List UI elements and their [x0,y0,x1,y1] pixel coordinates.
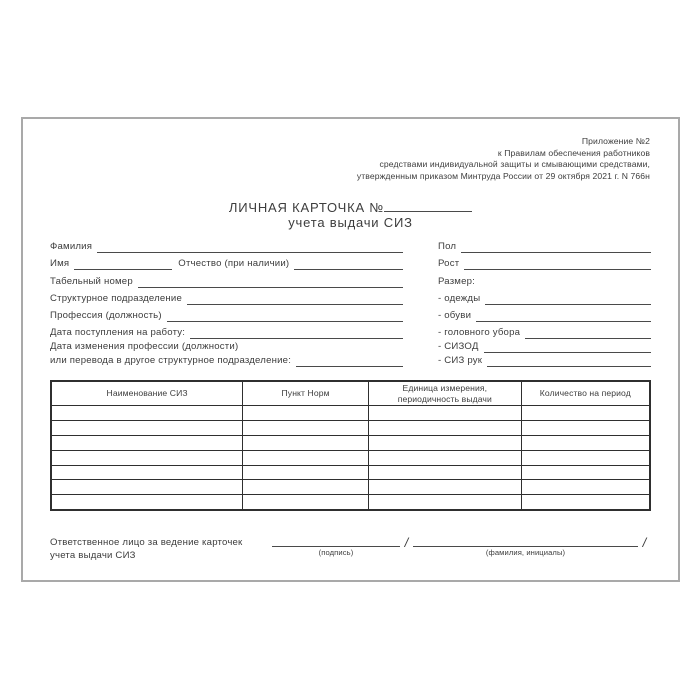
empty-cell [521,406,650,421]
appendix-line: к Правилам обеспечения работников [497,147,650,158]
field-size-headgear [438,322,651,339]
field-label: - головного убора [438,327,521,339]
field-label: Рост [438,258,460,270]
table-empty-row [51,450,650,465]
field-label: Размер: [438,275,476,287]
empty-cell [521,465,650,480]
field-label: - обуви [438,309,472,321]
table-header-row [51,381,650,406]
empty-cell [243,495,369,510]
empty-cell [368,465,521,480]
signature-field [272,536,400,557]
field-change-date-line2 [50,353,403,367]
blank-line [138,287,403,288]
field-label: Отчество (при наличии) [178,258,290,270]
empty-cell [368,450,521,465]
empty-cell [51,435,243,450]
personal-card-page [21,117,680,582]
field-department [50,288,403,305]
blank-line [484,352,651,353]
blank-line [296,366,403,367]
name-caption: (фамилия, инициалы) [485,548,566,557]
col-header-norm-item: Пункт Норм [243,381,369,406]
siz-issue-table [50,380,651,511]
field-label: Фамилия [50,241,93,253]
responsible-person-section [50,536,651,562]
blank-line [97,252,403,253]
empty-cell [51,480,243,495]
field-sex [438,236,651,253]
empty-cell [243,435,369,450]
blank-line [485,304,651,305]
slash-separator: / [642,535,647,550]
responsible-label-line2: учета выдачи СИЗ [50,550,136,561]
field-label: - СИЗ рук [438,354,483,366]
field-size-shoes [438,305,651,322]
blank-line [190,338,403,339]
empty-cell [51,495,243,510]
title-text: ЛИЧНАЯ КАРТОЧКА № [228,200,385,215]
appendix-reference-block [357,136,650,182]
table-empty-row [51,406,650,421]
empty-cell [51,406,243,421]
appendix-line: средствами индивидуальной защиты и смывающими средствами, [379,159,650,170]
field-label: Профессия (должность) [50,309,162,321]
document-title [23,200,678,230]
empty-cell [243,420,369,435]
field-label: - СИЗОД [438,340,479,352]
field-change-date-line1 [50,339,403,353]
fields-right-column [438,236,651,367]
signature-area [272,536,651,562]
empty-cell [521,450,650,465]
blank-line [74,269,172,270]
field-label: Дата поступления на работу: [50,327,186,339]
empty-cell [368,495,521,510]
field-hire-date [50,322,403,339]
name-field [413,536,638,557]
blank-line [476,321,651,322]
empty-cell [243,406,369,421]
fields-left-column [50,236,403,367]
field-name-patronymic [50,253,403,270]
field-size-sizod [438,339,651,353]
blank-line [461,252,651,253]
field-label: Имя [50,258,70,270]
empty-cell [521,420,650,435]
field-size-siz-hands [438,353,651,367]
name-blank-line [413,536,638,547]
blank-line [464,269,651,270]
field-profession [50,305,403,322]
empty-cell [243,465,369,480]
empty-cell [368,406,521,421]
empty-cell [368,480,521,495]
empty-cell [51,465,243,480]
appendix-line: Приложение №2 [581,136,650,146]
blank-line [294,269,403,270]
title-line-2: учета выдачи СИЗ [288,215,413,230]
field-size-clothes [438,288,651,305]
empty-cell [521,480,650,495]
table-empty-row [51,435,650,450]
field-label: Табельный номер [50,275,133,287]
empty-cell [368,420,521,435]
table-empty-row [51,465,650,480]
title-line-1 [23,200,678,215]
field-label: или перевода в другое структурное подразделение: [50,354,292,366]
field-label: Пол [438,241,457,253]
empty-cell [51,420,243,435]
blank-line [487,366,651,367]
field-label: Дата изменения профессии (должности) [50,340,239,352]
table-empty-row [51,480,650,495]
field-surname [50,236,403,253]
col-header-siz-name: Наименование СИЗ [51,381,243,406]
col-header-quantity: Количество на период [521,381,650,406]
appendix-line: утвержденным приказом Минтруда России от 29 октября 2021 г. N 766н [356,170,650,181]
blank-line [187,304,403,305]
col-header-unit-frequency: Единица измерения, периодичность выдачи [368,381,521,406]
signature-caption: (подпись) [318,548,354,557]
card-number-blank [384,200,472,212]
table-empty-row [51,420,650,435]
responsible-label-line1: Ответственное лицо за ведение карточек [50,537,243,548]
blank-line [525,338,651,339]
responsible-person-label [50,536,272,562]
field-personnel-number [50,270,403,287]
signature-blank-line [272,536,400,547]
field-label: - одежды [438,292,481,304]
fields-section [50,236,651,367]
blank-line [167,321,403,322]
field-height [438,253,651,270]
empty-cell [521,495,650,510]
slash-separator: / [404,535,409,550]
empty-cell [243,480,369,495]
table-empty-row [51,495,650,510]
empty-cell [51,450,243,465]
empty-cell [521,435,650,450]
empty-cell [243,450,369,465]
field-size-header [438,270,651,287]
empty-cell [368,435,521,450]
field-label: Структурное подразделение [50,292,183,304]
